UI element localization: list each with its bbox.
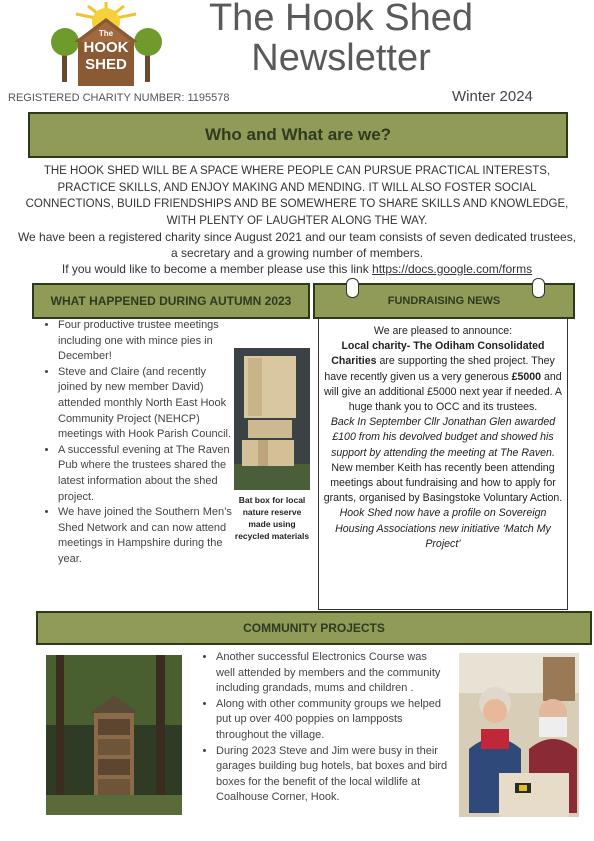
fund-announce: We are pleased to announce: — [373, 325, 513, 337]
binder-ring-right — [532, 278, 545, 298]
bat-box-caption: Bat box for local nature reserve made using recycled materials — [234, 495, 310, 541]
bug-hotel-photo — [46, 655, 182, 815]
list-item: • Along with other community groups we helped put up over 400 poppies on lampposts throughout the village. — [216, 697, 448, 744]
fund-occ-text: are supporting the shed project. They have recently given us a very generous — [324, 355, 555, 383]
title-line-1: The Hook Shed — [208, 0, 474, 39]
intro-membership — [14, 261, 580, 277]
logo-text-hook: HOOK — [83, 39, 129, 56]
section-heading-autumn: WHAT HAPPENED DURING AUTUMN 2023 — [32, 283, 310, 319]
fund-keith: New member Keith has recently been attending meetings about fundraising and how to apply for grants, organised by Basingstoke Voluntary Action. — [323, 461, 563, 505]
newsletter-title — [176, 0, 506, 78]
electronics-course-photo — [459, 653, 579, 817]
fund-sovereign: Hook Shed now have a profile on Sovereign Housing Associations new initiative ‘Match My Project’ — [335, 507, 551, 550]
list-item: • A successful evening at The Raven Pub where the trustees shared the latest information about the shed project. — [58, 443, 236, 505]
fundraising-panel — [318, 318, 568, 610]
bat-box-photo — [234, 348, 310, 490]
fund-amount: £5000 — [511, 370, 542, 383]
logo-text-shed: SHED — [85, 56, 127, 73]
fund-cllr: Back In September Cllr Jonathan Glen awarded £100 from his devolved budget and showed his support by attending the meeting at The Raven. — [330, 416, 556, 459]
intro-registered: We have been a registered charity since August 2021 and our team consists of seven dedicated trustees, a secretary and a growing number of members. — [17, 230, 577, 260]
community-list — [198, 650, 448, 806]
list-item: • Four productive trustee meetings including one with mince pies in December! — [58, 318, 236, 365]
hook-shed-logo — [48, 0, 164, 90]
section-heading-community: COMMUNITY PROJECTS — [36, 611, 592, 645]
list-item: • We have joined the Southern Men’s Shed Network and can now attend meetings in Hampshire during the year. — [58, 505, 236, 567]
intro-mission: THE HOOK SHED WILL BE A SPACE WHERE PEOPLE CAN PURSUE PRACTICAL INTERESTS, PRACTICE SKILLS, AND ENJOY MAKING AND MENDING. IT WILL ALSO FOSTER SOCIAL CONNECTIONS, BUILD FRIENDSHIPS AND BE SOMEWHERE TO SHARE SKILLS AND KNOWLEDGE, WITH PLENTY OF LAUGHTER ALONG THE WAY. — [25, 165, 569, 227]
intro-text — [14, 163, 580, 277]
binder-ring-left — [346, 278, 359, 298]
fund-occ-end: and will give an additional £5000 next year if needed. A huge thank you to OCC and its trustees. — [324, 370, 562, 414]
membership-form-link[interactable]: https://docs.google.com/forms — [372, 262, 533, 276]
fund-occ-name: Local charity- The Odiham Consolidated Charities — [331, 340, 545, 368]
title-line-2: Newsletter — [251, 37, 431, 79]
list-item: • Another successful Electronics Course was well attended by members and the community including grandads, mums and children . — [216, 650, 448, 697]
section-heading-who: Who and What are we? — [28, 112, 568, 158]
logo-text-small: The — [98, 29, 114, 38]
membership-prefix: If you would like to become a member please use this link — [61, 262, 373, 276]
issue-season: Winter 2024 — [452, 88, 533, 105]
list-item: • Steve and Claire (and recently joined by new member David) attended monthly North East Hook Community Project (NEHCP) meetings with Hook Parish Council. — [58, 365, 236, 443]
section-heading-fundraising: FUNDRAISING NEWS — [313, 283, 575, 319]
autumn-list — [40, 318, 236, 568]
list-item: • During 2023 Steve and Jim were busy in their garages building bug hotels, bat boxes and bird boxes for the benefit of the local wildlife at Coalhouse Corner, Hook. — [216, 744, 448, 806]
fund-occ — [322, 339, 564, 415]
charity-number: REGISTERED CHARITY NUMBER: 1195578 — [8, 92, 230, 104]
